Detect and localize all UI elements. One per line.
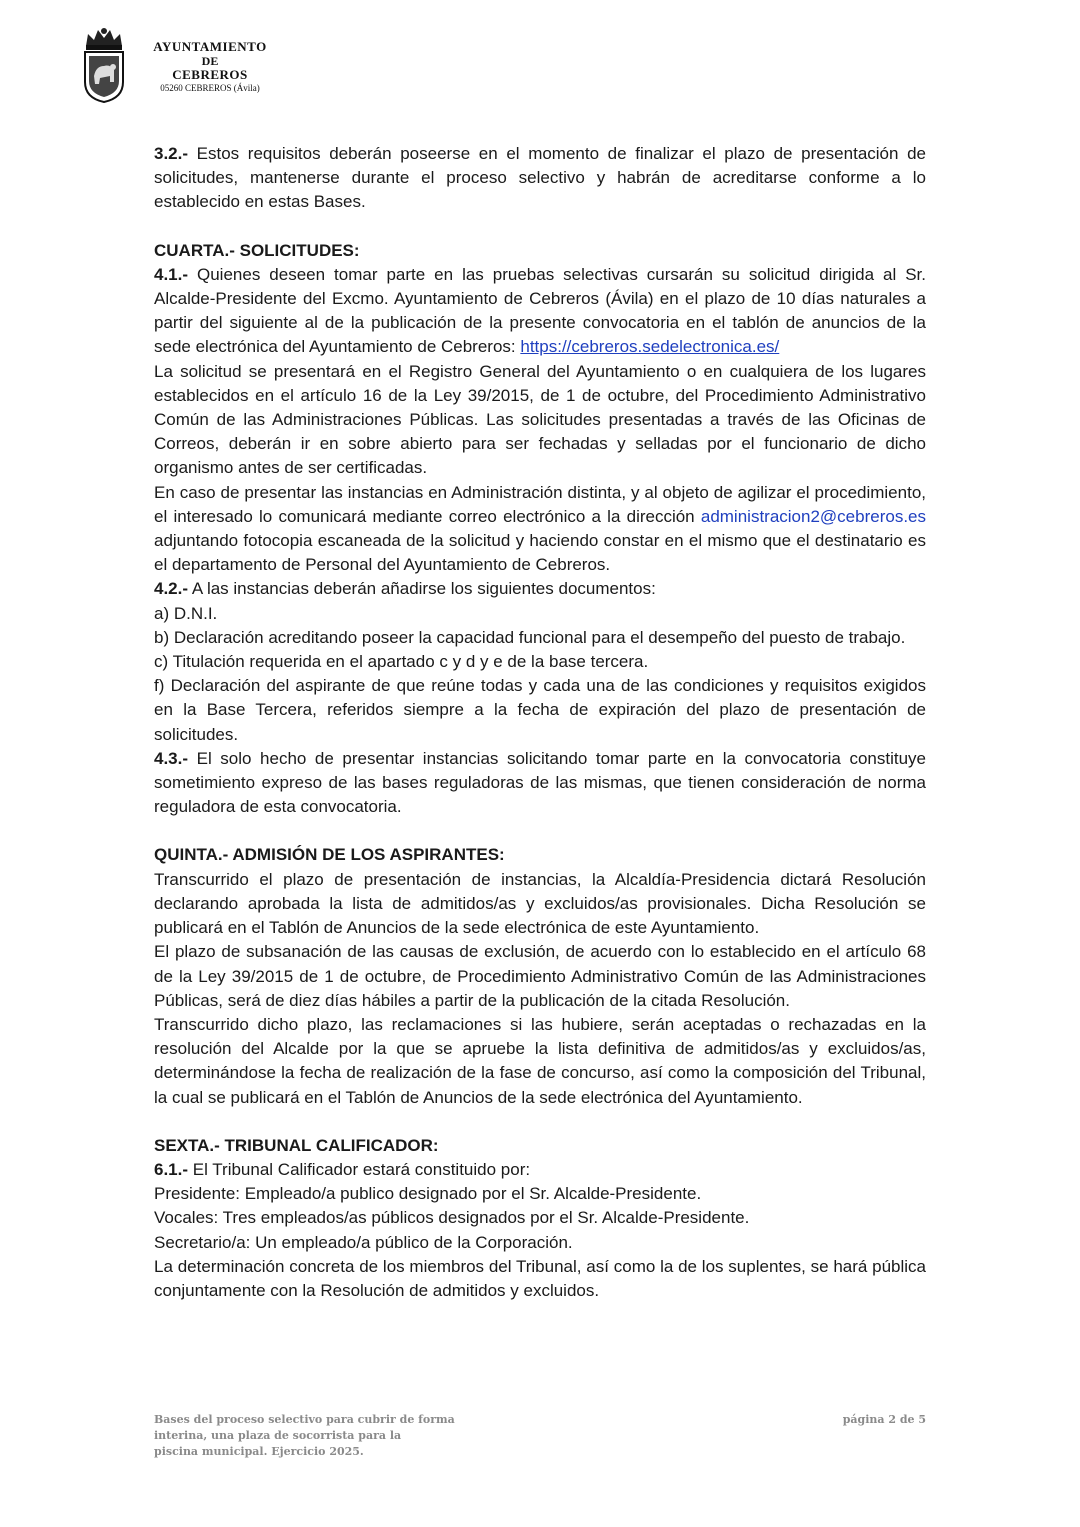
paragraph-administracion xyxy=(154,481,926,578)
sede-electronica-link[interactable]: https://cebreros.sedelectronica.es/ xyxy=(520,337,780,357)
footer-line-2: interina, una plaza de socorrista para la xyxy=(154,1429,402,1442)
paragraph-text: El Tribunal Calificador estará constituido por: xyxy=(188,1159,531,1179)
document-body xyxy=(154,142,926,1303)
paragraph-4-2 xyxy=(154,577,926,601)
list-item-c: c) Titulación requerida en el apartado c y d y e de la base tercera. xyxy=(154,652,649,672)
paragraph-text: En caso de presentar las instancias en Administración distinta, y al objeto de agilizar el procedimiento, el interesado lo comunicará mediante correo electrónico a la dirección xyxy=(154,482,926,526)
email-link[interactable]: administracion2@cebreros.es xyxy=(700,506,926,526)
section-label: 6.1.- xyxy=(154,1159,189,1179)
paragraph-text: A las instancias deberán añadirse los siguientes documentos: xyxy=(188,579,656,599)
section-label: 4.3.- xyxy=(154,748,189,768)
paragraph-3-2 xyxy=(154,142,926,215)
paragraph-text: adjuntando fotocopia escaneada de la solicitud y haciendo constar en el mismo que el destinatario es el departamento de Personal del Ayuntamiento de Cebreros. xyxy=(154,531,926,575)
org-line-3: CEBREROS xyxy=(172,67,248,82)
section-heading-cuarta: CUARTA.- SOLICITUDES: xyxy=(154,240,360,260)
tribunal-secretario: Secretario/a: Un empleado/a público de la Corporación. xyxy=(154,1232,573,1252)
paragraph-text: Quienes deseen tomar parte en las pruebas selectivas cursarán su solicitud dirigida al Sr. Alcalde-Presidente del Excmo. Ayuntamiento de Cebreros (Ávila) en el plazo de 10 días naturales a partir del siguiente al de la publicación de la presente convocatoria en el tablón de anuncios de la sede electrónica del Ayuntamiento de Cebreros: xyxy=(154,264,926,357)
list-item-b: b) Declaración acreditando poseer la capacidad funcional para el desempeño del puesto de trabajo. xyxy=(154,627,906,647)
paragraph-text: El solo hecho de presentar instancias solicitando tomar parte en la convocatoria constituye sometimiento expreso de las bases reguladoras de las mismas, que tienen consideración de norma reguladora de esta convocatoria. xyxy=(154,748,926,817)
section-label: 4.1.- xyxy=(154,264,189,284)
footer-line-3: piscina municipal. Ejercicio 2025. xyxy=(154,1445,364,1458)
organization-name xyxy=(130,40,290,94)
tribunal-presidente: Presidente: Empleado/a publico designado por el Sr. Alcalde-Presidente. xyxy=(154,1184,702,1204)
footer-title xyxy=(154,1412,474,1460)
section-heading-sexta: SEXTA.- TRIBUNAL CALIFICADOR: xyxy=(154,1135,439,1155)
list-item-a: a) D.N.I. xyxy=(154,603,218,623)
paragraph-text: Estos requisitos deberán poseerse en el momento de finalizar el plazo de presentación de solicitudes, mantenerse durante el proceso selectivo y habrán de acreditarse conforme a lo establecido en estas Bases. xyxy=(154,144,926,212)
section-heading-quinta: QUINTA.- ADMISIÓN DE LOS ASPIRANTES: xyxy=(154,845,505,865)
coat-of-arms-icon xyxy=(80,26,128,104)
section-label: 4.2.- xyxy=(154,579,189,599)
paragraph-4-3 xyxy=(154,747,926,820)
paragraph-quinta-3: Transcurrido dicho plazo, las reclamaciones si las hubiere, serán aceptadas o rechazadas en la resolución del Alcalde por la que se apruebe la lista definitiva de admitidos/as y excluidos/as, determinándose la fecha de realización de la fase de concurso, así como la composición del Tribunal, la cual se publicará en el Tablón de Anuncios de la sede electrónica del Ayuntamiento. xyxy=(154,1014,926,1107)
list-item-f: f) Declaración del aspirante de que reúne todas y cada una de las condiciones y requisitos exigidos en la Base Tercera, referidos siempre a la fecha de expiración del plazo de presentación de solicitudes. xyxy=(154,676,926,744)
tribunal-vocales: Vocales: Tres empleados/as públicos designados por el Sr. Alcalde-Presidente. xyxy=(154,1208,750,1228)
org-line-2: DE xyxy=(201,54,219,68)
paragraph-quinta-1: Transcurrido el plazo de presentación de instancias, la Alcaldía-Presidencia dictará Resolución declarando aprobada la lista de admitidos/as y excluidos/as provisionales. Dicha Resolución se publicará en el Tablón de Anuncios de la sede electrónica de este Ayuntamiento. xyxy=(154,869,926,938)
paragraph-quinta-2: El plazo de subsanación de las causas de exclusión, de acuerdo con lo establecido en el artículo 68 de la Ley 39/2015 de 1 de octubre, de Procedimiento Administrativo Común de las Administraciones Públicas, será de diez días hábiles a partir de la publicación de la citada Resolución. xyxy=(154,942,926,1010)
paragraph-6-1 xyxy=(154,1158,926,1182)
paragraph-sexta-final: La determinación concreta de los miembros del Tribunal, así como la de los suplentes, se hará pública conjuntamente con la Resolución de admitidos y excluidos. xyxy=(154,1256,926,1300)
footer-line-1: Bases del proceso selectivo para cubrir de forma xyxy=(154,1413,455,1426)
paragraph-registro: La solicitud se presentará en el Registro General del Ayuntamiento o en cualquiera de los lugares establecidos en el artículo 16 de la Ley 39/2015, de 1 de octubre, del Procedimiento Administrativo Común de las Administraciones Públicas. Las solicitudes presentadas a través de las Oficinas de Correos, deberán ir en sobre abierto para ser fechadas y selladas por el funcionario de dicho organismo antes de ser certificadas. xyxy=(154,361,926,478)
org-line-1: AYUNTAMIENTO xyxy=(153,39,267,54)
page-number: página 2 de 5 xyxy=(842,1413,926,1426)
paragraph-4-1 xyxy=(154,263,926,360)
letterhead xyxy=(80,26,300,106)
section-label: 3.2.- xyxy=(154,144,189,163)
org-address: 05260 CEBREROS (Ávila) xyxy=(160,83,260,93)
